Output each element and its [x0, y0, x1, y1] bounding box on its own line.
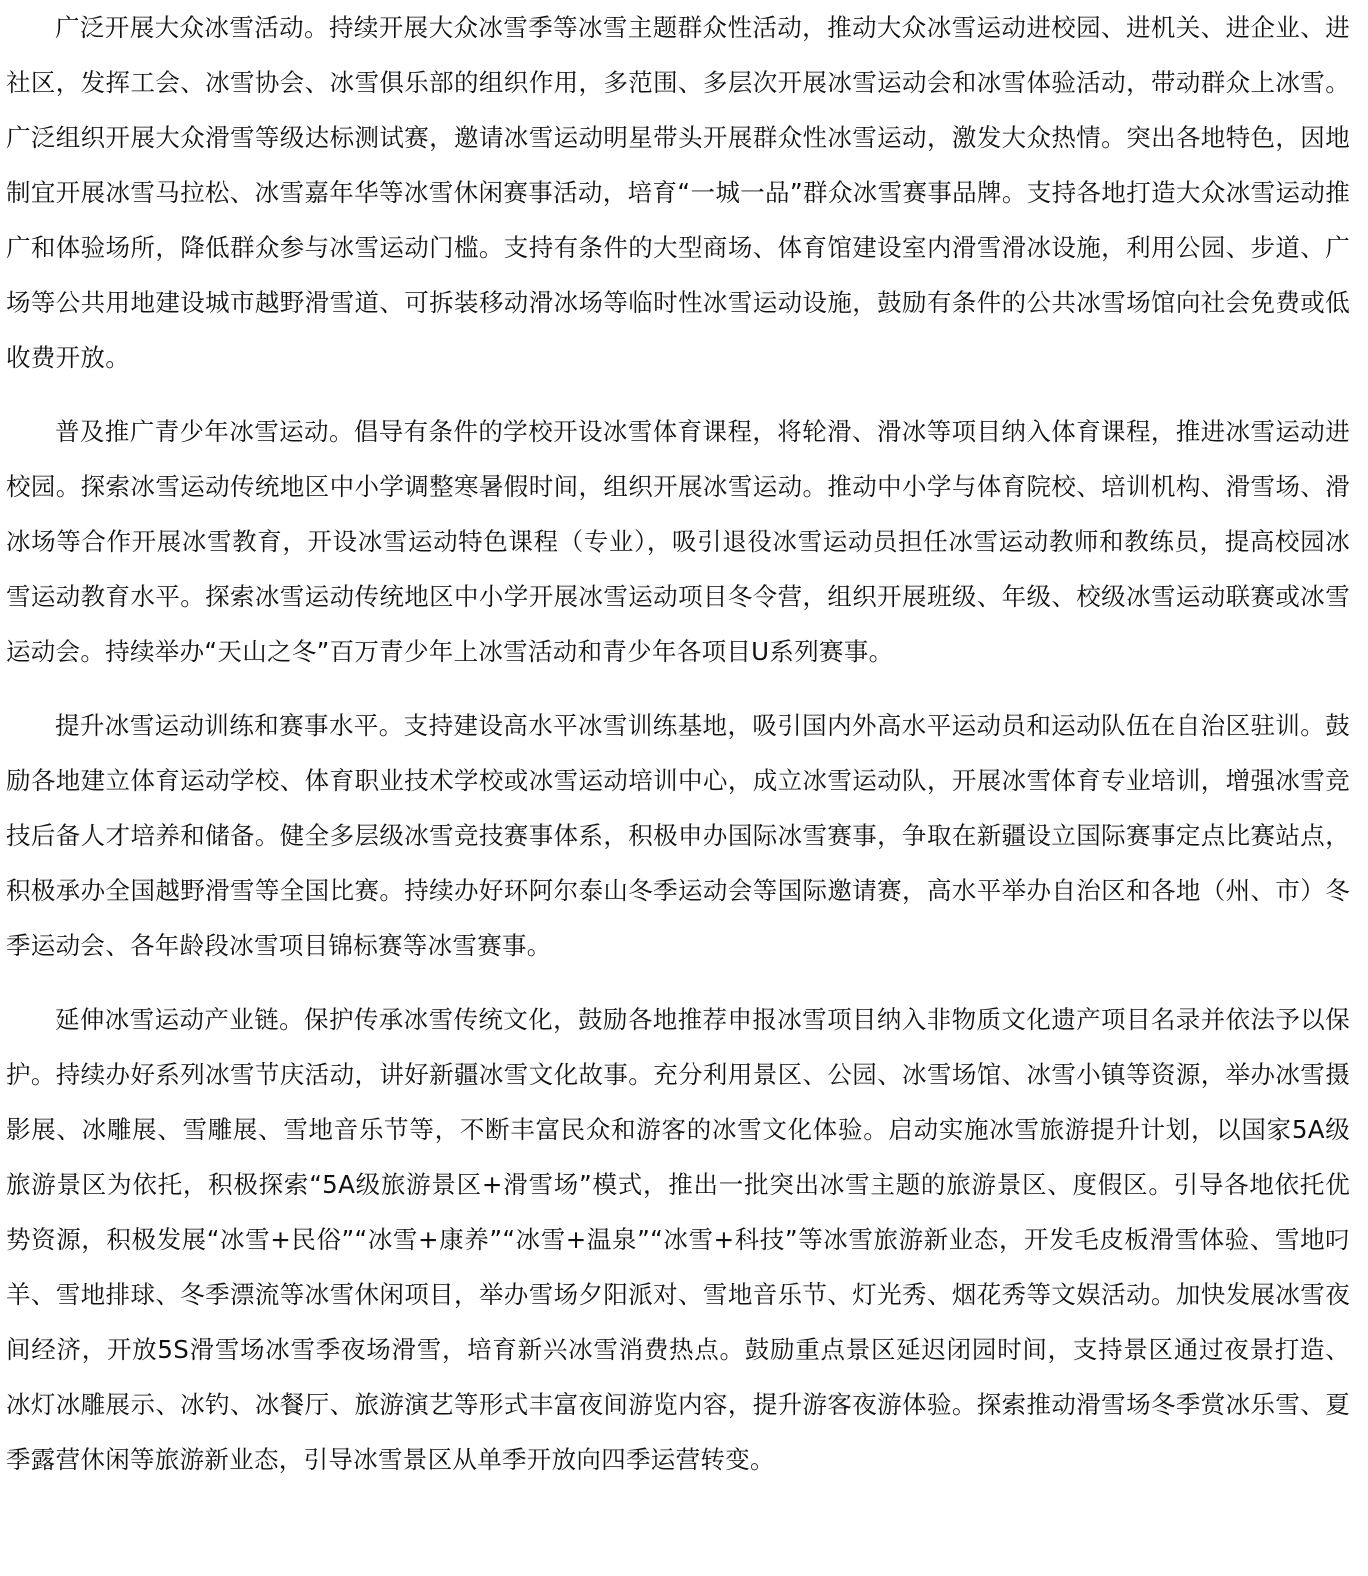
- paragraph-youth-ice-snow-sports: 普及推广青少年冰雪运动。倡导有条件的学校开设冰雪体育课程，将轮滑、滑冰等项目纳入体育课程，推进冰雪运动进校园。探索冰雪运动传统地区中小学调整寒暑假时间，组织开展冰雪运动。推动中小学与体育院校、培训机构、滑雪场、滑冰场等合作开展冰雪教育，开设冰雪运动特色课程（专业），吸引退役冰雪运动员担任冰雪运动教师和教练员，提高校园冰雪运动教育水平。探索冰雪运动传统地区中小学开展冰雪运动项目冬令营，组织开展班级、年级、校级冰雪运动联赛或冰雪运动会。持续举办“天山之冬”百万青少年上冰雪活动和青少年各项目U系列赛事。: [6, 417, 1350, 666]
- paragraph-mass-ice-snow-activities: 广泛开展大众冰雪活动。持续开展大众冰雪季等冰雪主题群众性活动，推动大众冰雪运动进校园、进机关、进企业、进社区，发挥工会、冰雪协会、冰雪俱乐部的组织作用，多范围、多层次开展冰雪运动会和冰雪体验活动，带动群众上冰雪。广泛组织开展大众滑雪等级达标测试赛，邀请冰雪运动明星带头开展群众性冰雪运动，激发大众热情。突出各地特色，因地制宜开展冰雪马拉松、冰雪嘉年华等冰雪休闲赛事活动，培育“一城一品”群众冰雪赛事品牌。支持各地打造大众冰雪运动推广和体验场所，降低群众参与冰雪运动门槛。支持有条件的大型商场、体育馆建设室内滑雪滑冰设施，利用公园、步道、广场等公共用地建设城市越野滑雪道、可拆装移动滑冰场等临时性冰雪运动设施，鼓励有条件的公共冰雪场馆向社会免费或低收费开放。: [6, 13, 1350, 372]
- paragraph-training-and-competition: 提升冰雪运动训练和赛事水平。支持建设高水平冰雪训练基地，吸引国内外高水平运动员和运动队伍在自治区驻训。鼓励各地建立体育运动学校、体育职业技术学校或冰雪运动培训中心，成立冰雪运动队，开展冰雪体育专业培训，增强冰雪竞技后备人才培养和储备。健全多层级冰雪竞技赛事体系，积极申办国际冰雪赛事，争取在新疆设立国际赛事定点比赛站点，积极承办全国越野滑雪等全国比赛。持续办好环阿尔泰山冬季运动会等国际邀请赛，高水平举办自治区和各地（州、市）冬季运动会、各年龄段冰雪项目锦标赛等冰雪赛事。: [6, 711, 1350, 960]
- paragraph-industry-chain: 延伸冰雪运动产业链。保护传承冰雪传统文化，鼓励各地推荐申报冰雪项目纳入非物质文化遗产项目名录并依法予以保护。持续办好系列冰雪节庆活动，讲好新疆冰雪文化故事。充分利用景区、公园、冰雪场馆、冰雪小镇等资源，举办冰雪摄影展、冰雕展、雪雕展、雪地音乐节等，不断丰富民众和游客的冰雪文化体验。启动实施冰雪旅游提升计划，以国家5A级旅游景区为依托，积极探索“5A级旅游景区+滑雪场”模式，推出一批突出冰雪主题的旅游景区、度假区。引导各地依托优势资源，积极发展“冰雪+民俗”“冰雪+康养”“冰雪+温泉”“冰雪+科技”等冰雪旅游新业态，开发毛皮板滑雪体验、雪地叼羊、雪地排球、冬季漂流等冰雪休闲项目，举办雪场夕阳派对、雪地音乐节、灯光秀、烟花秀等文娱活动。加快发展冰雪夜间经济，开放5S滑雪场冰雪季夜场滑雪，培育新兴冰雪消费热点。鼓励重点景区延迟闭园时间，支持景区通过夜景打造、冰灯冰雕展示、冰钓、冰餐厅、旅游演艺等形式丰富夜间游览内容，提升游客夜游体验。探索推动滑雪场冬季赏冰乐雪、夏季露营休闲等旅游新业态，引导冰雪景区从单季开放向四季运营转变。: [6, 1005, 1350, 1474]
